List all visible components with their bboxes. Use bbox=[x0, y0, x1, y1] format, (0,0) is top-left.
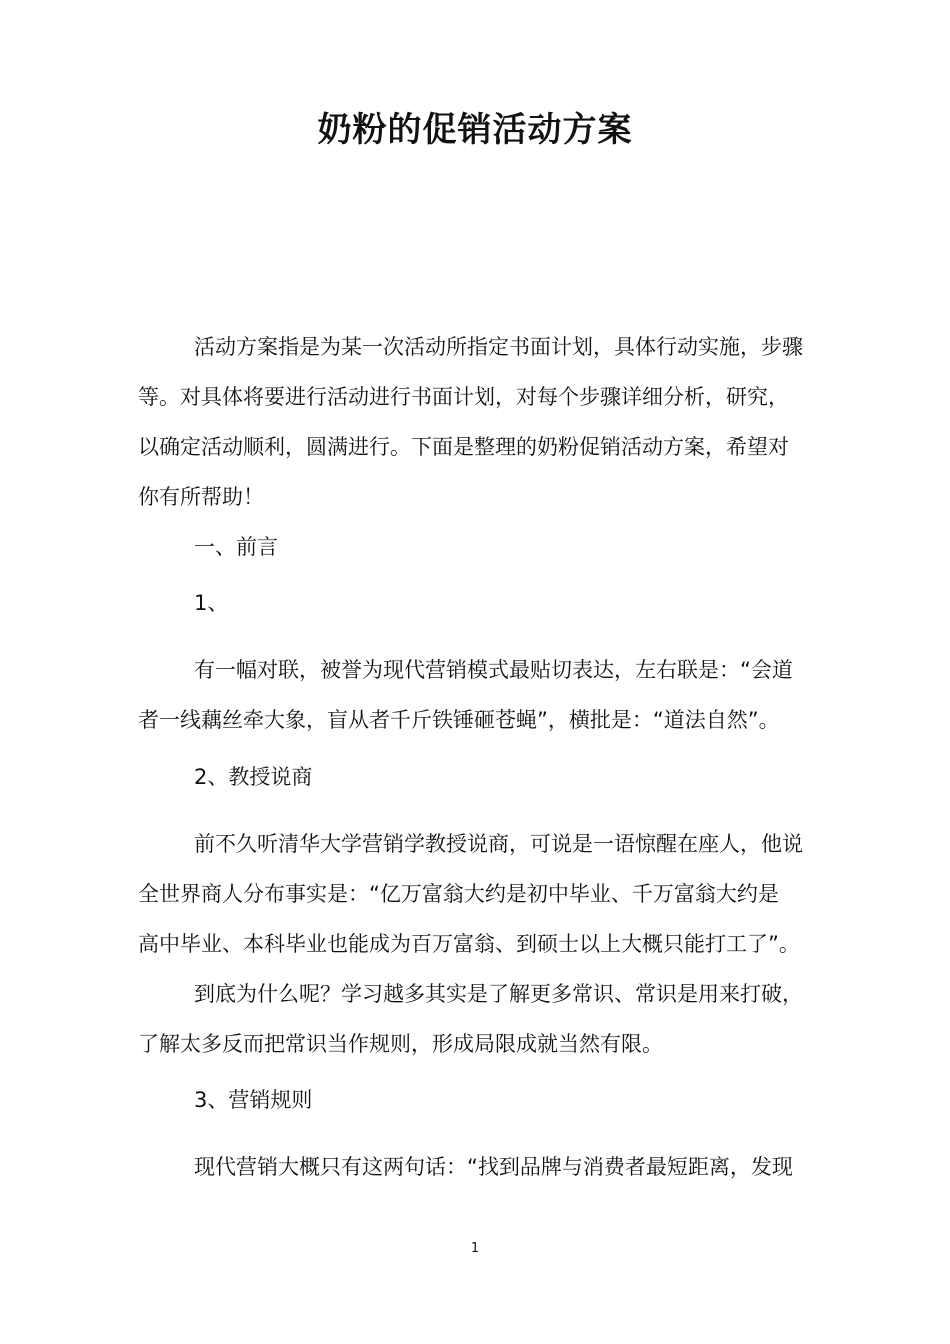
page-number: 1 bbox=[470, 1241, 480, 1256]
intro-line-4: 你有所帮助！ bbox=[138, 485, 264, 509]
section-heading-preface: 一、前言 bbox=[194, 535, 278, 559]
item-3-line-1: 现代营销大概只有这两句话：“找到品牌与消费者最短距离，发现 bbox=[194, 1155, 793, 1179]
item-1-line-1: 有一幅对联，被誉为现代营销模式最贴切表达，左右联是：“会道 bbox=[194, 658, 793, 682]
intro-line-1: 活动方案指是为某一次活动所指定书面计划，具体行动实施，步骤 bbox=[194, 335, 803, 359]
item-2-line-1: 前不久听清华大学营销学教授说商，可说是一语惊醒在座人，他说 bbox=[194, 832, 803, 856]
item-2-line-2: 全世界商人分布事实是：“亿万富翁大约是初中毕业、千万富翁大约是 bbox=[138, 882, 779, 906]
item-3-heading: 3、营销规则 bbox=[194, 1088, 313, 1112]
item-1-line-2: 者一线藕丝牵大象，盲从者千斤铁锤砸苍蝇”，横批是：“道法自然”。 bbox=[138, 708, 780, 732]
item-2-para2-line-2: 了解太多反而把常识当作规则，形成局限成就当然有限。 bbox=[138, 1032, 663, 1056]
item-2-line-3: 高中毕业、本科毕业也能成为百万富翁、到硕士以上大概只能打工了”。 bbox=[138, 932, 800, 956]
item-2-heading: 2、教授说商 bbox=[194, 765, 313, 789]
item-2-para2-line-1: 到底为什么呢？学习越多其实是了解更多常识、常识是用来打破， bbox=[194, 982, 803, 1006]
item-1-heading: 1、 bbox=[194, 591, 229, 615]
intro-line-2: 等。对具体将要进行活动进行书面计划，对每个步骤详细分析，研究， bbox=[138, 385, 789, 409]
document-title: 奶粉的促销活动方案 bbox=[317, 110, 633, 150]
intro-line-3: 以确定活动顺利，圆满进行。下面是整理的奶粉促销活动方案，希望对 bbox=[138, 435, 789, 459]
